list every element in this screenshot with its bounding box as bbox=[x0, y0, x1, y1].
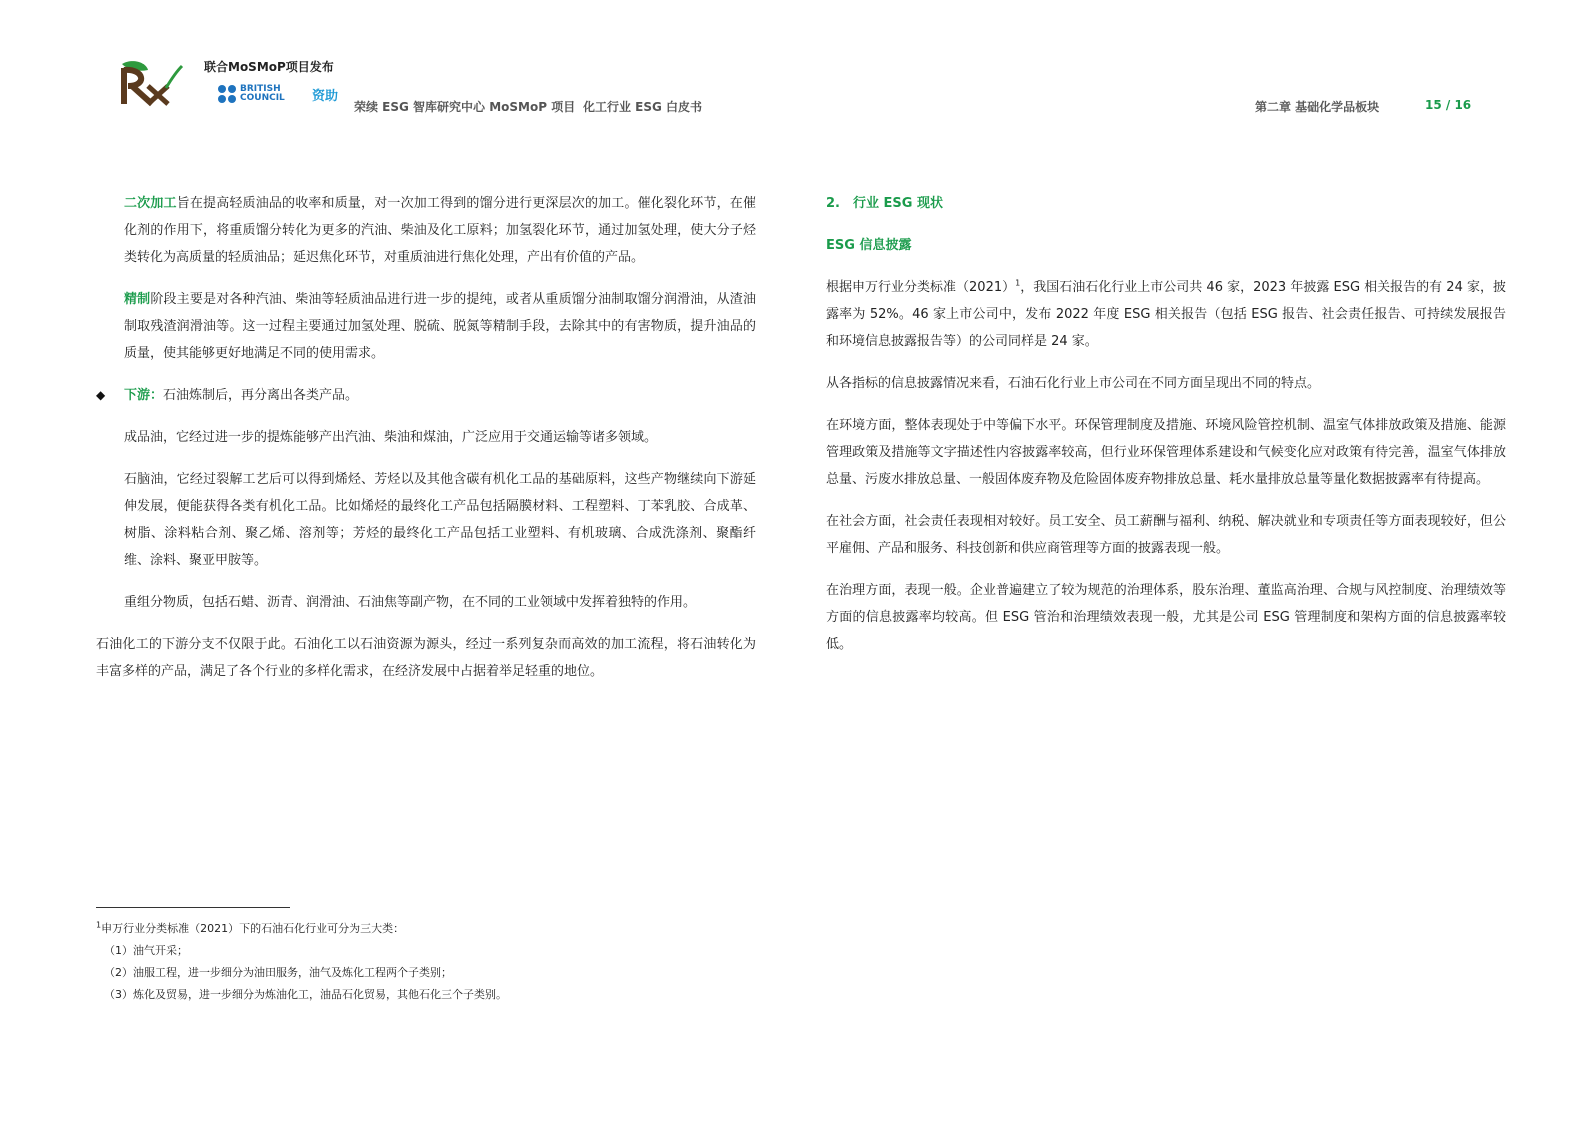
left-column bbox=[96, 190, 756, 700]
paragraph-summary: 石油化工的下游分支不仅限于此。石油化工以石油资源为源头，经过一系列复杂而高效的加工流程，将石油转化为丰富多样的产品，满足了各个行业的多样化需求，在经济发展中占据着举足轻重的地位。 bbox=[96, 637, 756, 679]
footnote-number: 1 bbox=[96, 920, 102, 930]
bullet-downstream bbox=[96, 382, 756, 409]
paragraph-governance: 在治理方面，表现一般。企业普遍建立了较为规范的治理体系，股东治理、董监高治理、合规与风控制度、治理绩效等方面的信息披露率均较高。但 ESG 管治和治理绩效表现一般，尤其是公司 ESG 管理制度和架构方面的信息披露率较低。 bbox=[826, 583, 1506, 652]
page-number: 15 / 16 bbox=[1425, 98, 1472, 112]
paragraph-disclosure-rate bbox=[826, 274, 1506, 355]
paragraph-text: 阶段主要是对各种汽油、柴油等轻质油品进行进一步的提纯，或者从重质馏分油制取馏分润滑油，从渣油制取残渣润滑油等。这一过程主要通过加氢处理、脱硫、脱氮等精制手段，去除其中的有害物质，提升油品的质量，使其能够更好地满足不同的使用需求。 bbox=[124, 292, 756, 361]
book-title: 化工行业 ESG 白皮书 bbox=[583, 100, 703, 114]
subsection-title: ESG 信息披露 bbox=[826, 238, 912, 253]
diamond-bullet-icon: ◆ bbox=[96, 388, 106, 402]
footnote-lead-text: 申万行业分类标准（2021）下的石油石化行业可分为三大类： bbox=[101, 922, 405, 935]
paragraph-text: 根据申万行业分类标准（2021） bbox=[826, 280, 1016, 295]
paragraph-heavy-components: 重组分物质，包括石蜡、沥青、润滑油、石油焦等副产物，在不同的工业领域中发挥着独特的作用。 bbox=[124, 595, 697, 610]
british-council-dots-icon bbox=[218, 85, 236, 103]
term-refining: 精制 bbox=[124, 292, 151, 307]
project-name: 荣续 ESG 智库研究中心 MoSMoP 项目 bbox=[354, 100, 576, 114]
paragraph-text: 石油炼制后，再分离出各类产品。 bbox=[163, 388, 359, 403]
british-council-name-line1: BRITISH bbox=[240, 84, 281, 94]
footnote-item: （3）炼化及贸易，进一步细分为炼油化工，油品石化贸易，其他石化三个子类别。 bbox=[104, 988, 507, 1001]
term-downstream: 下游： bbox=[124, 388, 164, 403]
footnote-lead bbox=[96, 918, 507, 940]
british-council-logo bbox=[218, 83, 338, 105]
funded-label: 资助 bbox=[312, 88, 339, 104]
paragraph-secondary-processing bbox=[96, 190, 756, 271]
paragraph-indicators: 从各指标的信息披露情况来看，石油石化行业上市公司在不同方面呈现出不同的特点。 bbox=[826, 376, 1321, 391]
footnote-item: （1）油气开采； bbox=[104, 944, 188, 957]
footnotes bbox=[96, 918, 507, 1006]
chapter-title: 第二章 基础化学品板块 bbox=[1255, 100, 1380, 114]
paragraph-refining bbox=[96, 286, 756, 367]
paragraph-naphtha: 石脑油，它经过裂解工艺后可以得到烯烃、芳烃以及其他含碳有机化工品的基础原料，这些产物继续向下游延伸发展，便能获得各类有机化工品。比如烯烃的最终化工产品包括隔膜材料、工程塑料、丁苯乳胶、合成革、树脂、涂料粘合剂、聚乙烯、溶剂等；芳烃的最终化工产品包括工业塑料、有机玻璃、合成洗涤剂、聚酯纤维、涂料、聚亚甲胺等。 bbox=[124, 472, 756, 568]
publisher-label: 联合MoSMoP项目发布 bbox=[204, 60, 334, 74]
paragraph-environment: 在环境方面，整体表现处于中等偏下水平。环保管理制度及措施、环境风险管控机制、温室气体排放政策及措施、能源管理政策及措施等文字描述性内容披露率较高，但行业环保管理体系建设和气候变化应对政策有待完善，温室气体排放总量、污废水排放总量、一般固体废弃物及危险固体废弃物排放总量、耗水量排放总量等量化数据披露率有待提高。 bbox=[826, 418, 1506, 487]
paragraph-social: 在社会方面，社会责任表现相对较好。员工安全、员工薪酬与福利、纳税、解决就业和专项责任等方面表现较好，但公平雇佣、产品和服务、科技创新和供应商管理等方面的披露表现一般。 bbox=[826, 514, 1506, 556]
footnote-ref: 1 bbox=[1015, 278, 1021, 288]
paragraph-text: ，我国石油石化行业上市公司共 46 家，2023 年披露 ESG 相关报告的有 24 家，披露率为 52%。46 家上市公司中，发布 2022 年度 ESG 相关报告（包括 ESG 报告、社会责任报告、可持续发展报告和环境信息披露报告等）的公司同样是 24 家。 bbox=[826, 280, 1506, 349]
paragraph-text: 旨在提高轻质油品的收率和质量，对一次加工得到的馏分进行更深层次的加工。催化裂化环节，在催化剂的作用下，将重质馏分转化为更多的汽油、柴油及化工原料；加氢裂化环节，通过加氢处理，使大分子烃类转化为高质量的轻质油品；延迟焦化环节，对重质油进行焦化处理，产出有价值的产品。 bbox=[124, 196, 756, 265]
rx-leaf-logo bbox=[118, 56, 184, 112]
paragraph-refined-oil: 成品油，它经过进一步的提炼能够产出汽油、柴油和煤油，广泛应用于交通运输等诸多领域。 bbox=[124, 430, 658, 445]
footnote-item: （2）油服工程，进一步细分为油田服务，油气及炼化工程两个子类别； bbox=[104, 966, 452, 979]
right-column bbox=[826, 190, 1506, 673]
british-council-name-line2: COUNCIL bbox=[240, 93, 285, 103]
term-secondary-processing: 二次加工 bbox=[124, 196, 177, 211]
section-title: 2. 行业 ESG 现状 bbox=[826, 196, 943, 211]
footnote-divider bbox=[96, 907, 290, 908]
british-council-name bbox=[240, 85, 310, 103]
